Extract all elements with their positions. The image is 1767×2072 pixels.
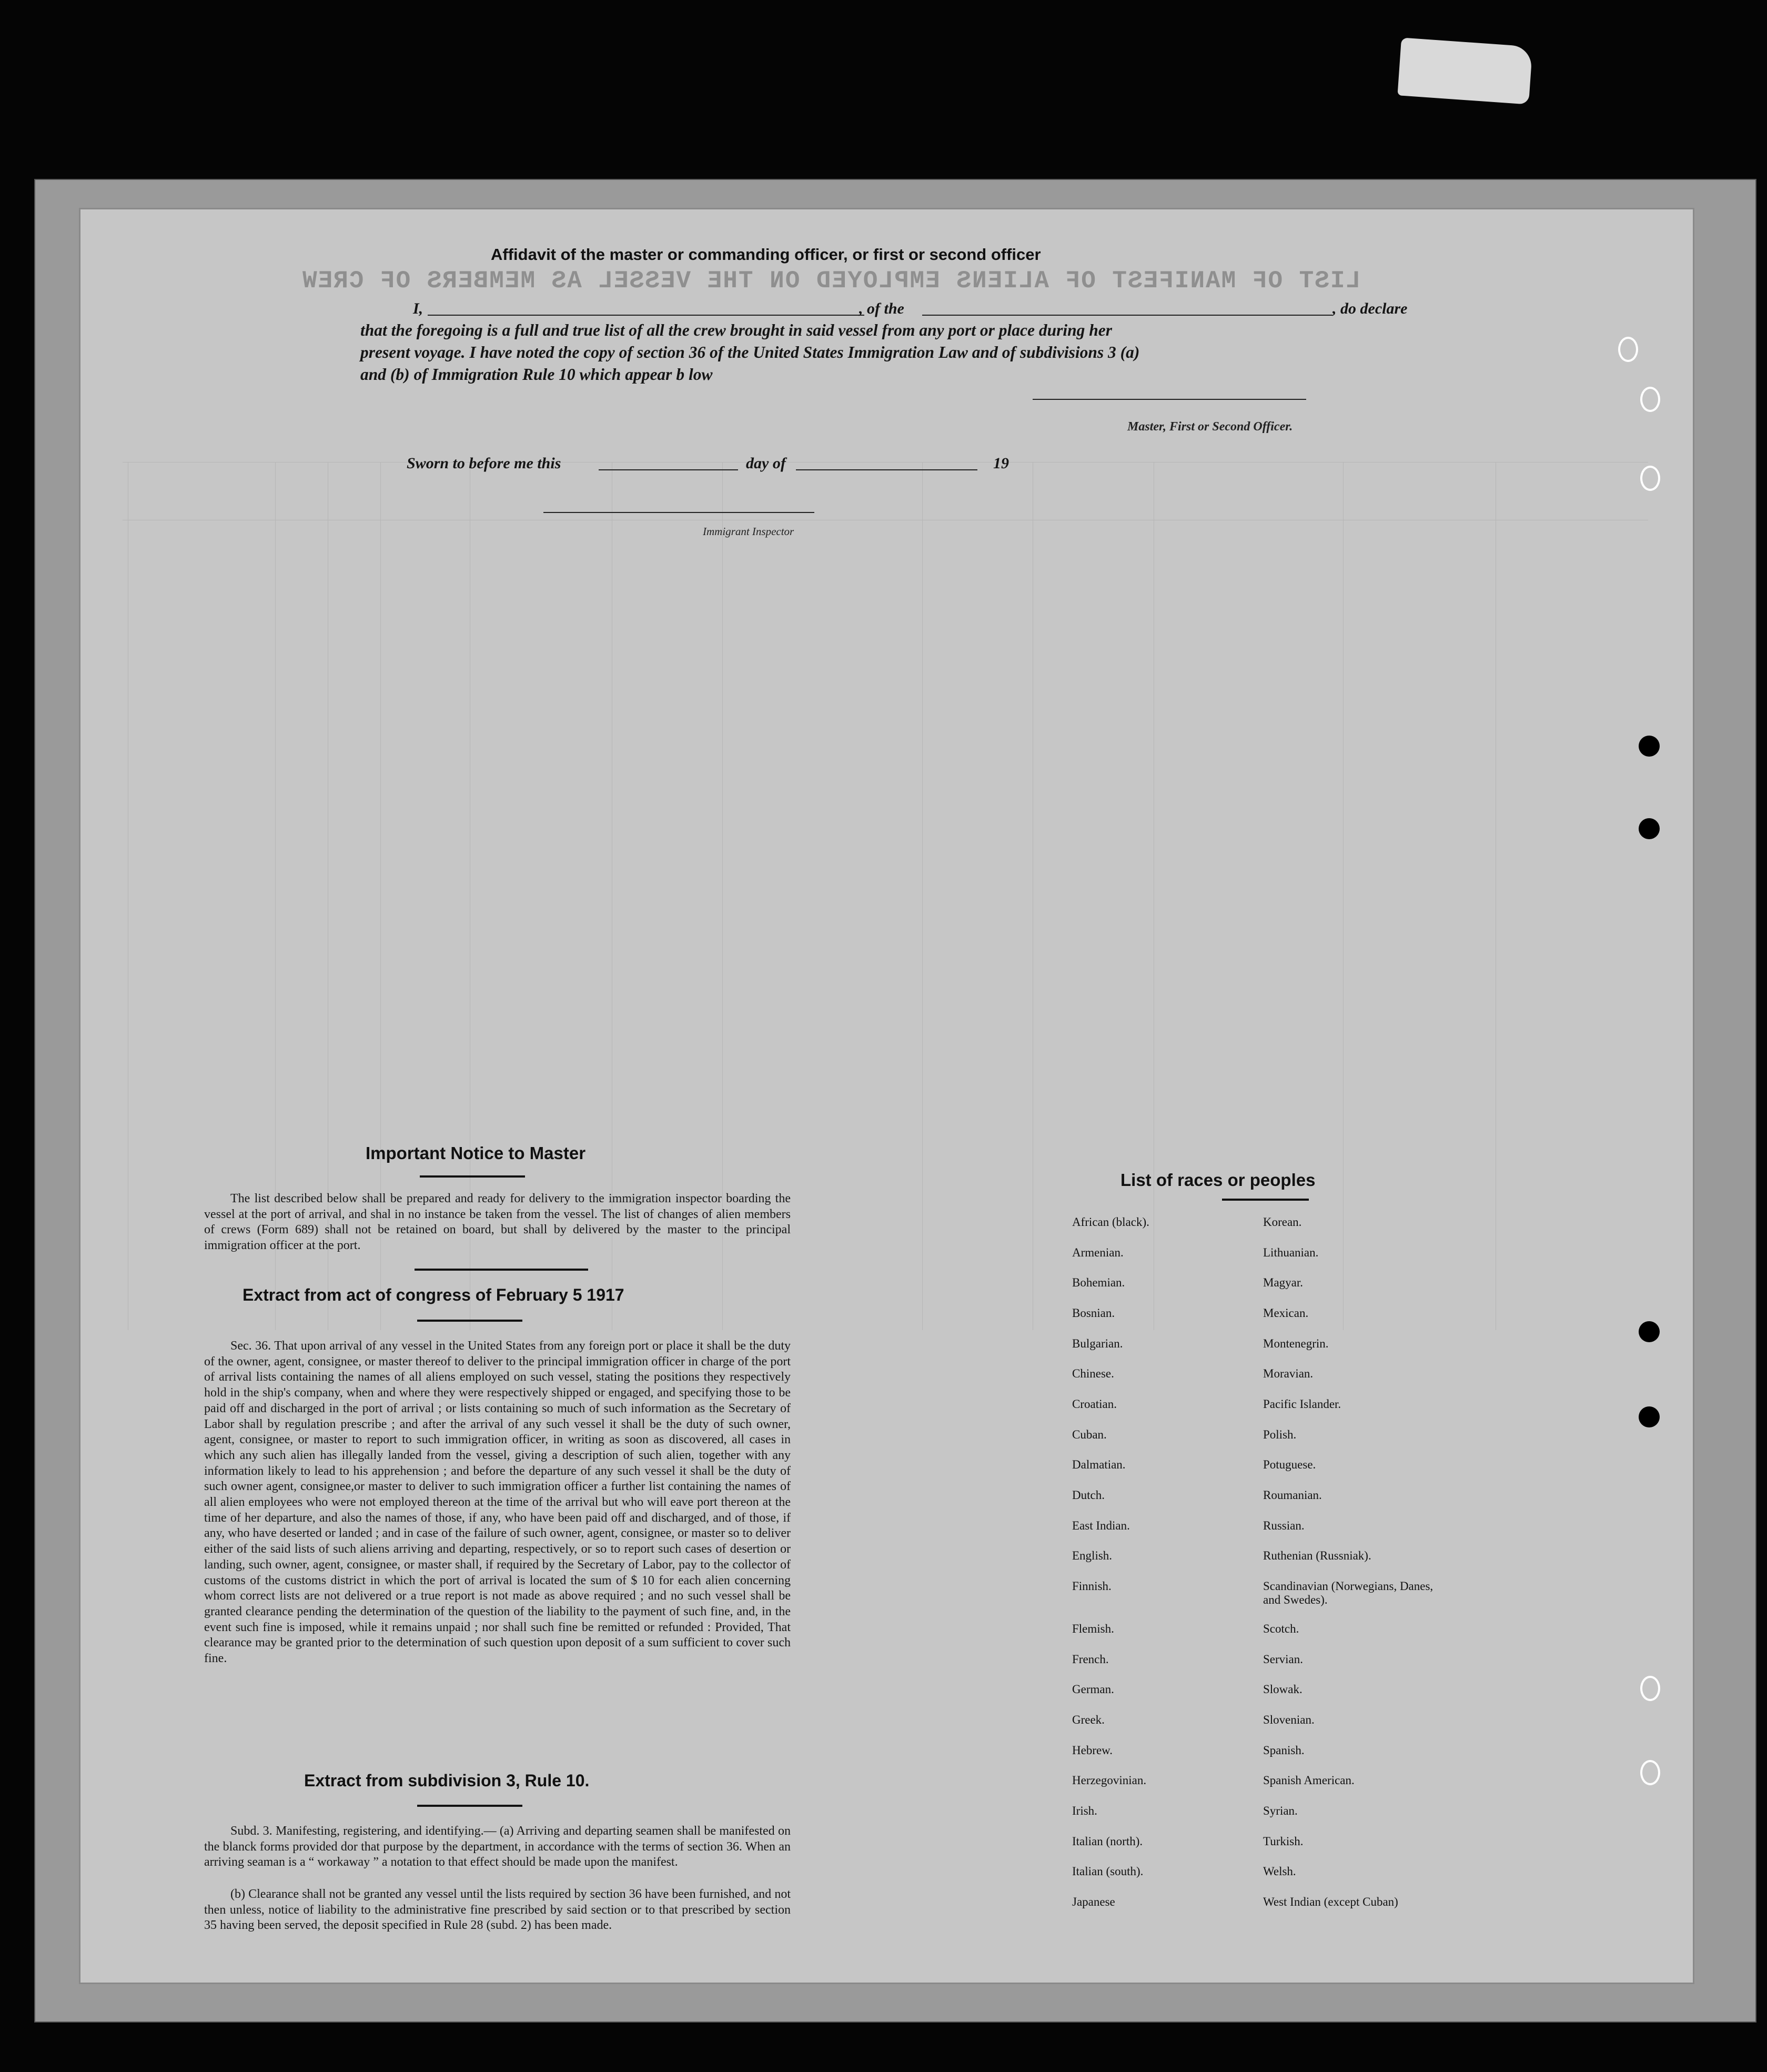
race-right-item: Potuguese. — [1263, 1458, 1316, 1471]
notice-text: The list described below shall be prepared and ready for delivery to the immigration inspector boarding the vessel at the port of arrival, and shal in no instance be taken from the vessel. The list of changes of alien members of crews (Form 689) shall not be retained on board, but shall by delivered by the master to the principal immigration officer at the port. — [204, 1192, 791, 1253]
bleed-through-text: LIST OF MANIFEST OF ALIENS EMPLOYED ON THE VESSEL AS MEMBERS OF CREW — [301, 267, 1361, 295]
race-right-item: Roumanian. — [1263, 1488, 1322, 1502]
race-left-item: Cuban. — [1072, 1428, 1107, 1441]
act-heading: Extract from act of congress of February 5 1917 — [243, 1285, 624, 1304]
sworn-day-blank — [599, 469, 738, 470]
race-left-item: German. — [1072, 1683, 1114, 1696]
race-right-item: Korean. — [1263, 1215, 1302, 1229]
race-left-item: Chinese. — [1072, 1367, 1114, 1380]
race-left-item: Greek. — [1072, 1713, 1105, 1726]
punch-hole — [1639, 736, 1660, 757]
vessel-blank — [922, 315, 1332, 316]
race-left-item: Dutch. — [1072, 1488, 1105, 1502]
punch-hole — [1639, 1321, 1660, 1342]
race-right-item: Slovenian. — [1263, 1713, 1315, 1726]
race-left-item: Bohemian. — [1072, 1276, 1125, 1289]
punch-hole — [1639, 818, 1660, 839]
act-rule-top — [415, 1269, 588, 1271]
race-left-item: Finnish. — [1072, 1580, 1112, 1593]
master-signature-line — [1033, 399, 1306, 400]
rule-heading-rule — [417, 1805, 522, 1807]
rule-text-b: (b) Clearance shall not be granted any vessel until the lists required by section 36 have been furnished, and not then unless, notice of liability to the administrative fine prescribed by said section or to that prescribed by section 35 having been served, the deposit specified in Rule 28 (subd. 2) has been made. — [204, 1887, 791, 1933]
race-left-item: Japanese — [1072, 1895, 1115, 1908]
act-text: Sec. 36. That upon arrival of any vessel in the United States from any foreign port or place it shall be the duty of the owner, agent, consignee, or master thereof to deliver to the principal immigration officer in charge of the port of arrival lists containing the names of all aliens employed on such vessel, stating the positions they respectively hold in the ship's company, when and where they were respectively shipped or engaged, and specifying those to be paid off and discharged in the port of arrival ; or lists containing so much of such information as the Secretary of Labor shall by regulation prescribe ; and after the arrival of any such vessel it shall be the duty of such owner, agent, consignee, or master to report to such immigration officer, in writing as soon as discovered, all cases in which any such alien has illegally landed from the vessel, giving a description of such alien, together with any information likely to lead to his apprehension ; and before the departure of any such vessel it shall be the duty of such owner agent, consignee,or master to deliver to such immigration officer a further list containing the names of all alien employees who were not employed thereon at the time of the arrival but who will eave port thereon at the time of her departure, and also the names of those, if any, who have been paid off and discharged, and of those, if any, who have deserted or landed ; and in case of the failure of such owner, agent, consignee, or master so to deliver either of the said lists of such aliens arriving and departing, respectively, or so to report such cases of desertion or landing, such owner, agent, consignee, or master shall, if required by the Secretary of Labor, pay to the collector of customs of the customs district in which the port of arrival is located the sum of $ 10 for each alien concerning whom correct lists are not delivered or a true report is not made as above required ; and no such vessel shall be granted clearance pending the determination of the question of the liability to the payment of such fine, and, in the event such fine is imposed, while it remains unpaid ; nor shall such fine be remitted or refunded : Provided, That clearance may be granted prior to the determination of such question upon deposit of a sum sufficient to cover such fine. — [204, 1339, 791, 1666]
notice-heading: Important Notice to Master — [366, 1143, 586, 1163]
race-left-item: Bosnian. — [1072, 1306, 1115, 1320]
inspector-label: Immigrant Inspector — [703, 525, 794, 538]
race-right-item: Scandinavian (Norwegians, Danes, and Swedes). — [1263, 1580, 1433, 1606]
act-rule-bottom — [417, 1320, 522, 1322]
race-right-item: Magyar. — [1263, 1276, 1304, 1289]
race-left-item: Irish. — [1072, 1804, 1097, 1817]
races-rule — [1222, 1199, 1309, 1201]
sworn-month-blank — [796, 469, 977, 470]
race-right-item: Polish. — [1263, 1428, 1297, 1441]
race-right-item: Mexican. — [1263, 1306, 1309, 1320]
race-right-item: Lithuanian. — [1263, 1246, 1319, 1259]
race-left-item: Dalmatian. — [1072, 1458, 1126, 1471]
race-left-item: Bulgarian. — [1072, 1337, 1123, 1350]
race-left-item: East Indian. — [1072, 1519, 1130, 1532]
race-left-item: Armenian. — [1072, 1246, 1124, 1259]
rule-heading: Extract from subdivision 3, Rule 10. — [304, 1771, 590, 1790]
affidavit-of-the-label: , of the — [859, 300, 904, 317]
race-right-item: Ruthenian (Russniak). — [1263, 1549, 1371, 1562]
race-left-item: French. — [1072, 1653, 1109, 1666]
race-right-item: Welsh. — [1263, 1865, 1296, 1878]
grid-line — [1343, 462, 1344, 1330]
race-right-item: Scotch. — [1263, 1622, 1299, 1635]
notice-rule — [420, 1175, 525, 1178]
race-right-item: Spanish American. — [1263, 1774, 1355, 1787]
year-label: 19 — [993, 455, 1009, 472]
races-heading: List of races or peoples — [1120, 1170, 1316, 1190]
affidavit-line-3: present voyage. I have noted the copy of section 36 of the United States Immigration Law and of subdivisions 3 (a) — [360, 343, 1140, 361]
race-right-item: Syrian. — [1263, 1804, 1298, 1817]
binder-ring — [1640, 387, 1660, 412]
race-right-item: West Indian (except Cuban) — [1263, 1895, 1398, 1908]
affidavit-do-declare: , do declare — [1332, 300, 1408, 317]
master-label: Master, First or Second Officer. — [1127, 420, 1293, 434]
race-right-item: Pacific Islander. — [1263, 1397, 1341, 1411]
manifest-page — [79, 208, 1694, 1984]
punch-hole — [1639, 1406, 1660, 1427]
day-of-label: day of — [746, 455, 786, 472]
grid-line — [922, 462, 923, 1330]
race-left-item: Herzegovinian. — [1072, 1774, 1147, 1787]
race-right-item: Turkish. — [1263, 1835, 1304, 1848]
paper-tab — [1397, 37, 1532, 104]
race-left-item: African (black). — [1072, 1215, 1149, 1229]
binder-ring — [1640, 466, 1660, 491]
affidavit-line-2: that the foregoing is a full and true list of all the crew brought in said vessel from any port or place during her — [360, 321, 1113, 339]
name-blank — [428, 315, 864, 316]
affidavit-line-4: and (b) of Immigration Rule 10 which appear b low — [360, 365, 713, 384]
race-left-item: English. — [1072, 1549, 1113, 1562]
rule-text-a: Subd. 3. Manifesting, registering, and identifying.— (a) Arriving and departing seamen shall be manifested on the blanck forms provided dor that purpose by the department, in accordance with the terms of section 36. When an arriving seaman is a “ workaway ” a notation to that effect should be made upon the manifest. — [204, 1824, 791, 1869]
race-right-item: Montenegrin. — [1263, 1337, 1329, 1350]
race-left-item: Flemish. — [1072, 1622, 1114, 1635]
race-right-item: Servian. — [1263, 1653, 1304, 1666]
race-right-item: Spanish. — [1263, 1744, 1305, 1757]
affidavit-i-label: I, — [413, 300, 423, 317]
race-left-item: Hebrew. — [1072, 1744, 1113, 1757]
race-left-item: Croatian. — [1072, 1397, 1117, 1411]
race-right-item: Russian. — [1263, 1519, 1305, 1532]
inspector-signature-line — [543, 512, 814, 513]
binder-ring — [1640, 1676, 1660, 1701]
race-right-item: Moravian. — [1263, 1367, 1314, 1380]
binder-ring — [1640, 1760, 1660, 1785]
sworn-label: Sworn to before me this — [407, 455, 561, 472]
race-left-item: Italian (north). — [1072, 1835, 1143, 1848]
race-right-item: Slowak. — [1263, 1683, 1302, 1696]
binder-ring — [1618, 337, 1638, 362]
affidavit-title: Affidavit of the master or commanding officer, or first or second officer — [491, 245, 1041, 264]
race-left-item: Italian (south). — [1072, 1865, 1144, 1878]
